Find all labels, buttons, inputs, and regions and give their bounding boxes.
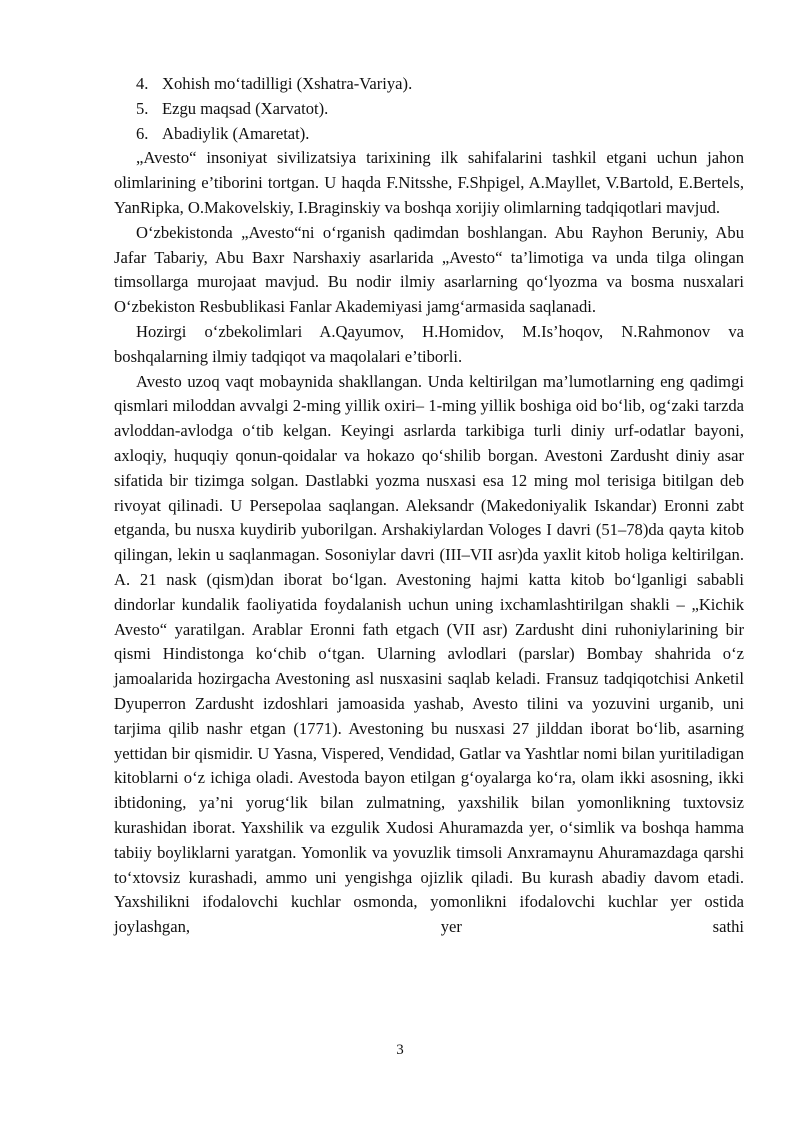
list-item-number: 5. — [136, 98, 149, 118]
paragraph-avesto-scholars: „Avesto“ insoniyat sivilizatsiya tarixining ilk sahifalarini tashkil etgani uchun jahon olimlarining e’tiborini tortgan. U haqda F.Nitsshe, F.Shpigel, A.Mayllet, V.Bartold, E.Bertels, YanRipka, O.Makovelskiy, I.Braginskiy va boshqa xorijiy olimlarning tadqiqotlari mavjud. — [114, 148, 744, 217]
list-item — [114, 97, 744, 122]
list-item-text: Abadiylik (Amaretat). — [162, 123, 310, 143]
paragraph-avesto-uzbekistan: O‘zbekistonda „Avesto“ni o‘rganish qadimdan boshlangan. Abu Rayhon Beruniy, Abu Jafar Tabariy, Abu Baxr Narshaxiy asarlarida „Avesto“ ta’limotiga va unda tilga olingan timsollarga murojaat mavjud. Bu nodir ilmiy asarlarning qo‘lyozma va bosma nusxalari O‘zbekiston Resbublikasi Fanlar Akademiyasi jamg‘armasida saqlanadi. — [114, 222, 744, 317]
paragraph-modern-scholars: Hozirgi o‘zbekolimlari A.Qayumov, H.Homidov, M.Is’hoqov, N.Rahmonov va boshqalarning ilmiy tadqiqot va maqolalari e’tiborli. — [114, 321, 744, 366]
list-item — [114, 122, 744, 147]
list-item-text: Xohish mo‘tadilligi (Xshatra-Variya). — [162, 74, 413, 93]
list-item-number: 6. — [136, 123, 149, 143]
document-page — [114, 72, 744, 965]
page-number: 3 — [396, 1042, 404, 1058]
paragraph-avesto-history: Avesto uzoq vaqt mobaynida shakllangan. Unda keltirilgan ma’lumotlarning eng qadimgi qismlari miloddan avvalgi 2-ming yillik oxiri– 1-ming yillik boshiga oid bo‘lib, og‘zaki tarzda avloddan-avlodga o‘tib kelgan. Keyingi asrlarda tarkibiga turli diniy urf-odatlar bayoni, axloqiy, huquqiy qonun-qoidalar va hokazo qo‘shilib borgan. Avestoni Zardusht diniy asar sifatida bir tizimga solgan. Dastlabki yozma nusxasi esa 12 ming mol terisiga bitilgan deb rivoyat qilinadi. U Persepolaa saqlangan. Aleksandr (Makedoniyalik Iskandar) Eronni zabt etganda, bu nusxa kuydirib yuborilgan. Arshakiylardan Vologes I davri (51–78)da qayta kitob qilingan, lekin u saqlanmagan. Sosoniylar davri (III–VII asr)da yaxlit kitob holiga keltirilgan. A. 21 nask (qism)dan iborat bo‘lgan. Avestoning hajmi katta kitob bo‘lganligi sababli dindorlar kundalik faoliyatida foydalanish uchun uning ixchamlashtirilgan shakli – „Kichik Avesto“ yaratilgan. Arablar Eronni fath etgach (VII asr) Zardusht dini ruhoniylarining bir qismi Hindistonga ko‘chib o‘tgan. Ularning avlodlari (parslar) Bombay shahrida o‘z jamoalarida hozirgacha Avestoning asl nusxasini saqlab keladi. Fransuz tadqiqotchisi Anketil Dyuperron Zardusht izdoshlari jamoasida yashab, Avesto tilini va yozuvini urganib, uni tarjima qilib nashr etgan (1771). Avestoning bu nusxasi 27 jilddan iborat bo‘lib, asarning yettidan bir qismidir. U Yasna, Vispered, Vendidad, Gatlar va Yashtlar nomi bilan yuritiladigan kitoblarni o‘z ichiga oladi. Avestoda bayon etilgan g‘oyalarga ko‘ra, olam ikki asosning, ikki ibtidoning, ya’ni yorug‘lik bilan zulmatning, yaxshilik bilan yomonlikning tuxtovsiz kurashidan iborat. Yaxshilik va ezgulik Xudosi Ahuramazda yer, o‘simlik va boshqa hamma tabiiy boyliklarni yaratgan. Yomonlik va yovuzlik timsoli Anxramaynu Ahuramazdaga qarshi to‘xtovsiz kurashadi, ammo uni yengishga ojizlik qiladi. Bu kurash abadiy davom etadi. Yaxshilikni ifodalovchi kuchlar osmonda, yomonlikni ifodalovchi kuchlar yer ostida joylashgan, yer sathi — [114, 371, 744, 937]
list-item-text: Ezgu maqsad (Xarvatot). — [162, 98, 329, 118]
list-item-number: 4. — [136, 74, 149, 93]
list-item — [114, 72, 744, 97]
